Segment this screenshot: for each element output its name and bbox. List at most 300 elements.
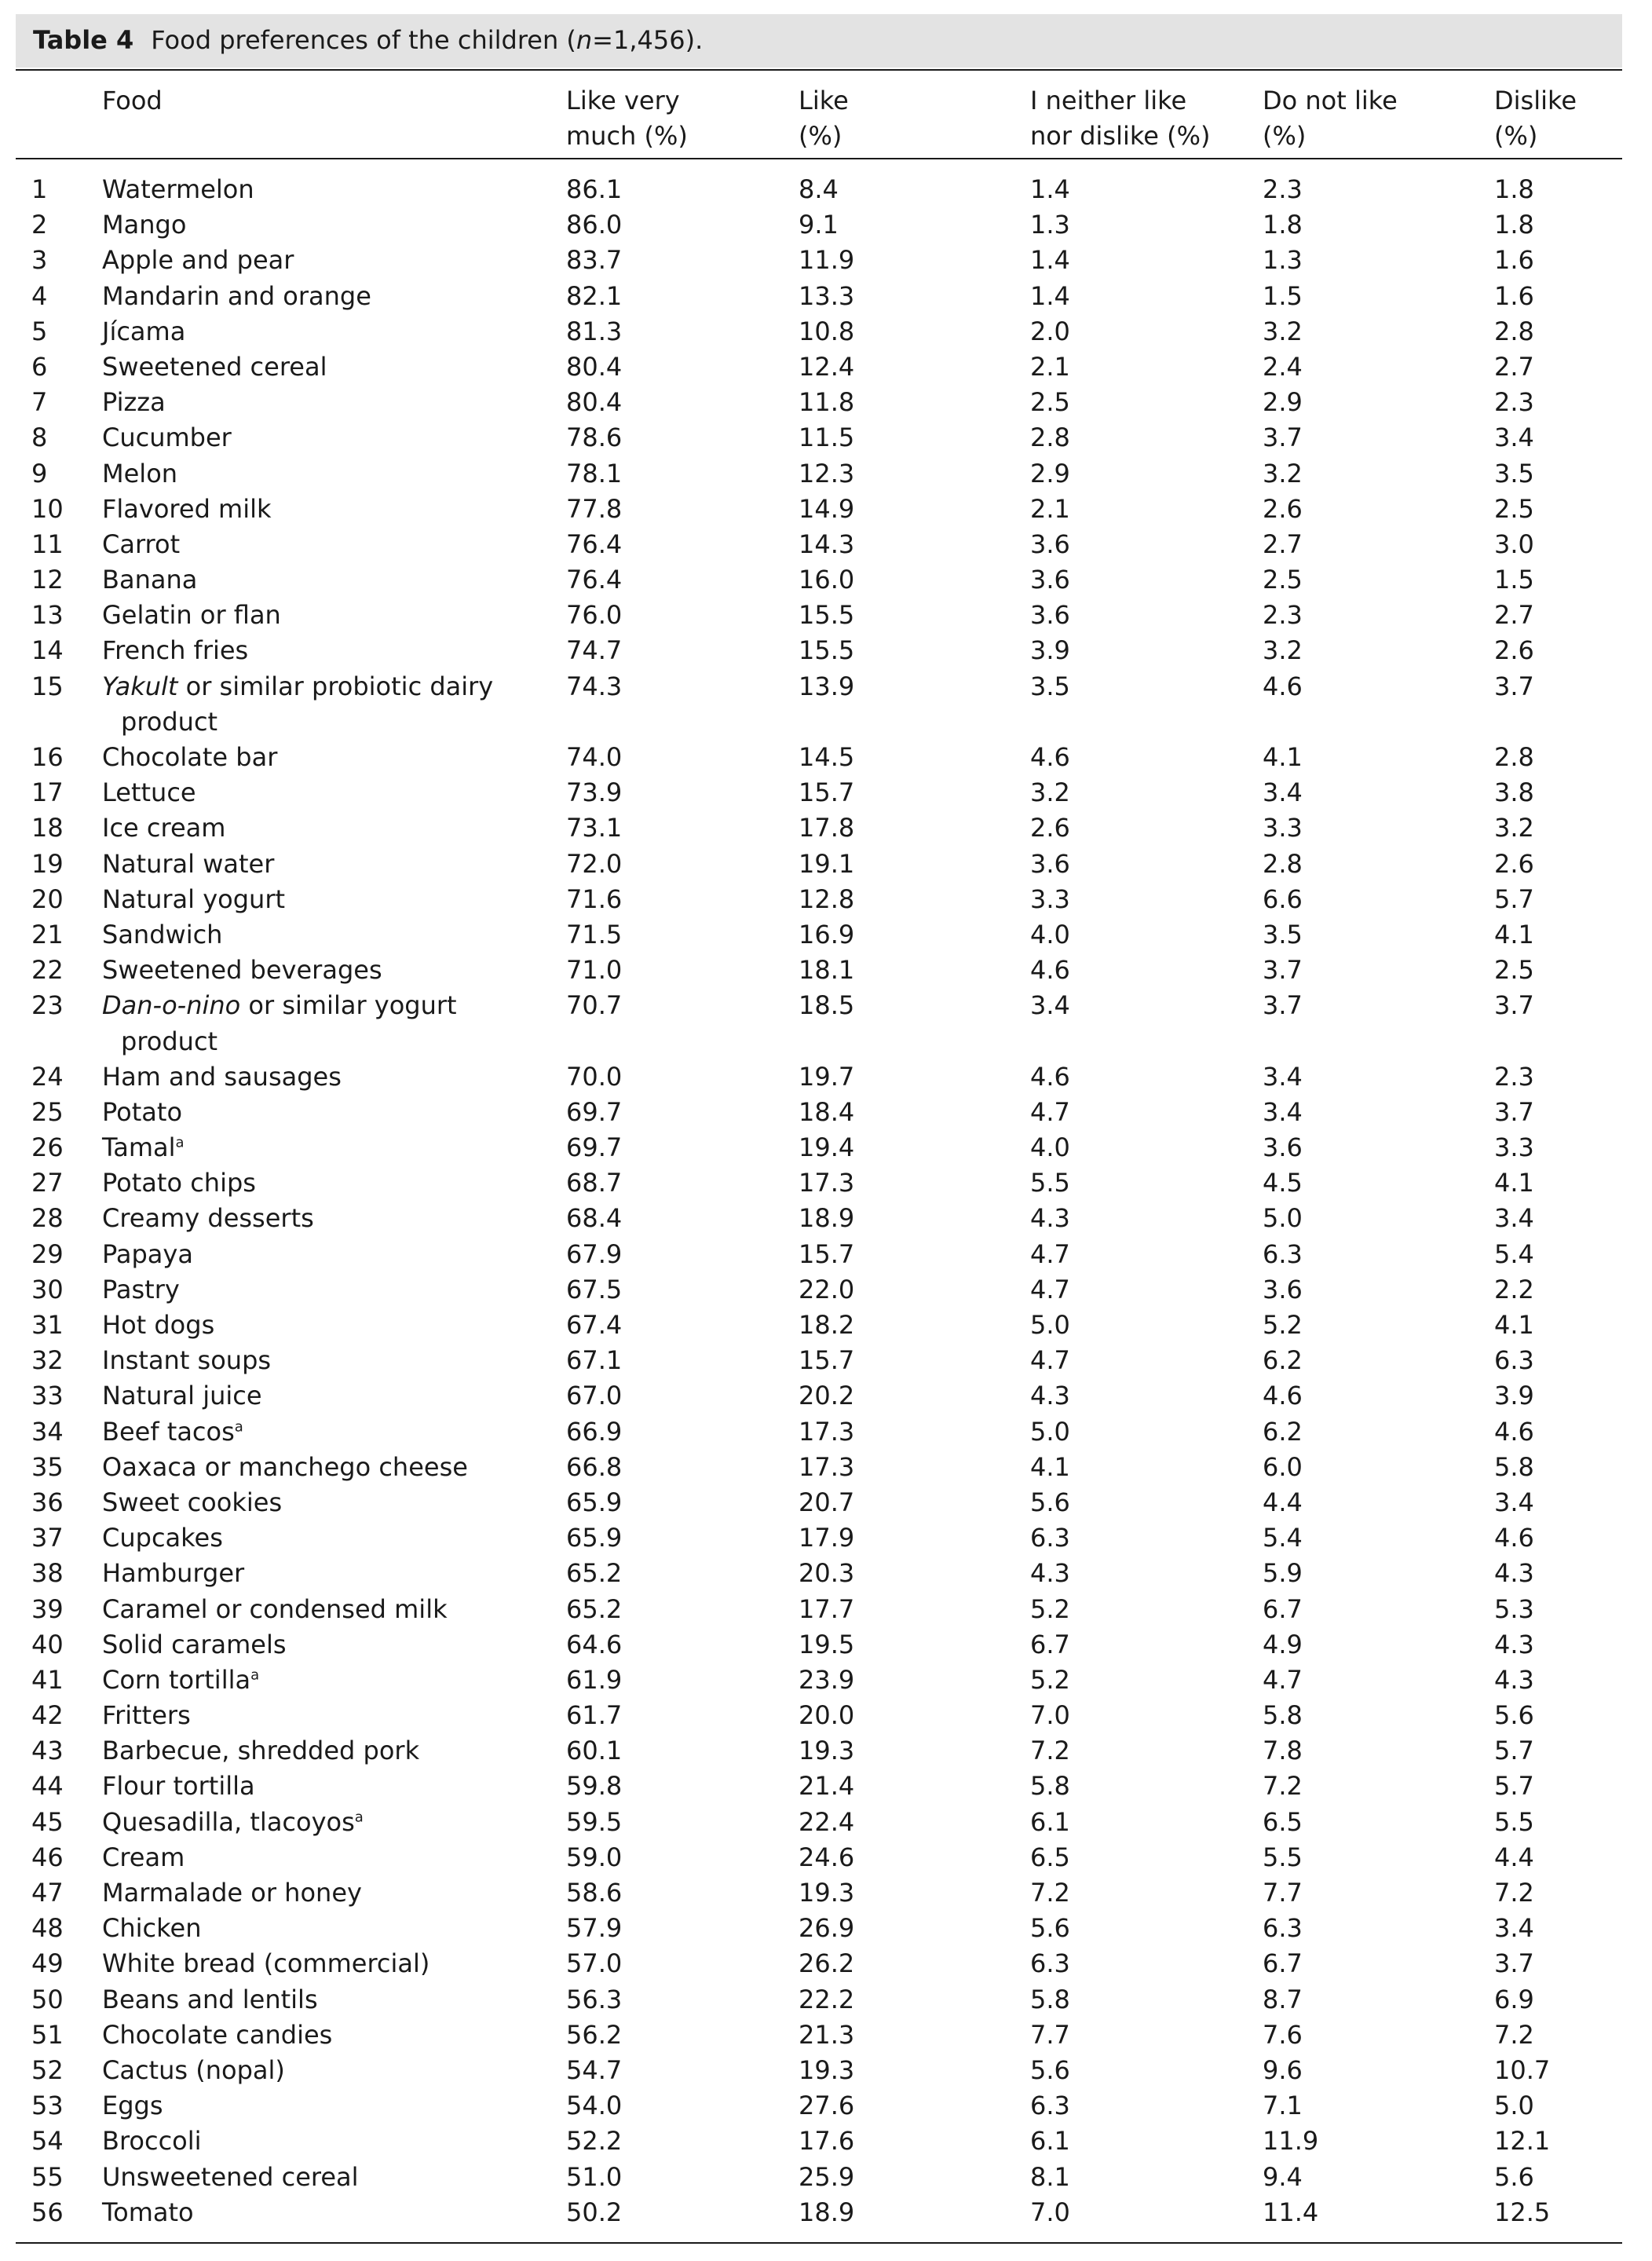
row-number: 4 [31,280,48,311]
row-number: 47 [31,1878,64,1908]
dislike-value: 2.2 [1494,1274,1534,1304]
food-name: Sweetened beverages [102,955,382,986]
food-name: Beef tacos$^a$ [102,1416,243,1447]
row-number: 40 [31,1629,64,1659]
dislike-value: 5.8 [1494,1451,1534,1482]
table-row [0,1237,1652,1272]
neither-value: 3.9 [1030,635,1070,666]
like-value: 12.3 [799,458,855,488]
dislike-value: 1.5 [1494,565,1534,595]
do-not-like-value: 3.2 [1263,635,1303,666]
row-number: 35 [31,1451,64,1482]
row-number: 15 [31,671,64,701]
like-value: 19.4 [799,1132,855,1163]
neither-value: 6.1 [1030,2126,1070,2157]
do-not-like-value: 2.8 [1263,848,1303,879]
dislike-value: 4.3 [1494,1664,1534,1695]
row-number: 22 [31,955,64,986]
do-not-like-value: 6.2 [1263,1345,1303,1376]
do-not-like-value: 3.3 [1263,813,1303,843]
neither-value: 6.3 [1030,1948,1070,1979]
row-number: 12 [31,565,64,595]
like-very-much-value: 57.9 [566,1913,623,1944]
do-not-like-value: 1.3 [1263,245,1303,276]
row-number: 38 [31,1558,64,1589]
dislike-value: 4.3 [1494,1558,1534,1589]
table-row [0,349,1652,385]
like-value: 17.8 [799,813,855,843]
neither-value: 4.3 [1030,1558,1070,1589]
like-very-much-value: 69.7 [566,1096,623,1127]
row-number: 25 [31,1096,64,1127]
like-value: 20.2 [799,1381,855,1411]
like-value: 11.5 [799,423,855,453]
row-number: 24 [31,1061,64,1092]
header-rule [16,158,1622,159]
table-row [0,527,1652,562]
do-not-like-value: 6.2 [1263,1416,1303,1447]
do-not-like-value: 2.3 [1263,600,1303,631]
like-value: 19.3 [799,1736,855,1766]
like-value: 21.4 [799,1771,855,1802]
like-value: 10.8 [799,316,855,346]
table-row [0,2124,1652,2159]
row-number: 36 [31,1487,64,1517]
dislike-value: 5.7 [1494,1736,1534,1766]
table-row [0,1165,1652,1201]
like-value: 15.7 [799,1345,855,1376]
do-not-like-value: 5.5 [1263,1842,1303,1872]
do-not-like-value: 2.3 [1263,174,1303,204]
table-row [0,740,1652,775]
food-name: Melon [102,458,178,488]
food-name: Eggs [102,2091,163,2121]
table-row [0,385,1652,420]
food-name: Cupcakes [102,1523,223,1553]
food-name: Sweet cookies [102,1487,283,1517]
dislike-value: 3.7 [1494,1096,1534,1127]
footnote-marker: a [175,1134,185,1151]
footnote-marker: a [250,1666,260,1684]
table-row [0,1592,1652,1627]
dislike-value: 3.0 [1494,529,1534,559]
like-value: 19.5 [799,1629,855,1659]
table-row [0,2195,1652,2230]
like-very-much-value: 57.0 [566,1948,623,1979]
neither-value: 4.0 [1030,1132,1070,1163]
table-row [0,314,1652,349]
table-row [0,1911,1652,1946]
table-row [0,2018,1652,2053]
do-not-like-value: 7.7 [1263,1878,1303,1908]
row-number: 21 [31,919,64,949]
do-not-like-value: 8.7 [1263,1984,1303,2014]
caption-text-post: =1,456). [592,25,704,55]
food-name: Chocolate bar [102,742,278,773]
like-value: 16.9 [799,919,855,949]
row-number: 49 [31,1948,64,1979]
table-row [0,1343,1652,1378]
row-number: 17 [31,777,64,808]
top-rule [16,69,1622,71]
like-very-much-value: 67.9 [566,1238,623,1269]
do-not-like-value: 6.5 [1263,1806,1303,1837]
food-name: Broccoli [102,2126,202,2157]
row-number: 7 [31,387,48,418]
neither-value: 2.6 [1030,813,1070,843]
like-value: 21.3 [799,2019,855,2050]
like-value: 14.3 [799,529,855,559]
dislike-value: 2.5 [1494,955,1534,986]
like-value: 22.2 [799,1984,855,2014]
table-row [0,1627,1652,1663]
do-not-like-value: 4.5 [1263,1168,1303,1198]
dislike-value: 7.2 [1494,1878,1534,1908]
table-row [0,1946,1652,1981]
row-number: 33 [31,1381,64,1411]
do-not-like-value: 3.5 [1263,919,1303,949]
table-row [0,917,1652,953]
dislike-value: 3.9 [1494,1381,1534,1411]
dislike-value: 3.4 [1494,423,1534,453]
food-name: Watermelon [102,174,254,204]
do-not-like-value: 5.4 [1263,1523,1303,1553]
like-value: 13.3 [799,280,855,311]
row-number: 26 [31,1132,64,1163]
dislike-value: 5.7 [1494,1771,1534,1802]
table-row [0,847,1652,882]
neither-value: 5.6 [1030,2054,1070,2085]
do-not-like-value: 7.2 [1263,1771,1303,1802]
table-row [0,1733,1652,1769]
like-value: 26.2 [799,1948,855,1979]
row-number: 39 [31,1593,64,1624]
row-number: 23 [31,990,64,1021]
neither-value: 1.4 [1030,174,1070,204]
table-row [0,1875,1652,1911]
food-name: Flour tortilla [102,1771,255,1802]
food-name: Barbecue, shredded pork [102,1736,420,1766]
dislike-value: 3.4 [1494,1913,1534,1944]
like-value: 20.0 [799,1700,855,1731]
neither-value: 8.1 [1030,2161,1070,2192]
do-not-like-value: 2.9 [1263,387,1303,418]
do-not-like-value: 3.2 [1263,316,1303,346]
dislike-value: 10.7 [1494,2054,1551,2085]
header-food: Food [102,86,163,115]
food-name: Gelatin or flan [102,600,281,631]
like-value: 17.3 [799,1416,855,1447]
do-not-like-value: 6.0 [1263,1451,1303,1482]
row-number: 56 [31,2197,64,2227]
row-number: 51 [31,2019,64,2050]
table-row [0,2088,1652,2124]
like-value: 9.1 [799,210,839,240]
like-very-much-value: 81.3 [566,316,623,346]
like-value: 15.5 [799,635,855,666]
like-value: 11.9 [799,245,855,276]
food-name: Natural yogurt [102,884,286,914]
dislike-value: 5.6 [1494,2161,1534,2192]
food-name: Banana [102,565,198,595]
row-number: 52 [31,2054,64,2085]
neither-value: 4.6 [1030,742,1070,773]
neither-value: 5.2 [1030,1593,1070,1624]
do-not-like-value: 9.4 [1263,2161,1303,2192]
neither-value: 5.5 [1030,1168,1070,1198]
food-name: Apple and pear [102,245,294,276]
food-name: Flavored milk [102,493,272,524]
dislike-value: 3.5 [1494,458,1534,488]
like-very-much-value: 72.0 [566,848,623,879]
do-not-like-value: 5.2 [1263,1310,1303,1341]
row-number: 3 [31,245,48,276]
row-number: 34 [31,1416,64,1447]
dislike-value: 1.6 [1494,280,1534,311]
row-number: 30 [31,1274,64,1304]
like-value: 18.9 [799,2197,855,2227]
table-row [0,1130,1652,1165]
row-number: 11 [31,529,64,559]
row-number: 10 [31,493,64,524]
like-very-much-value: 76.0 [566,600,623,631]
like-value: 18.2 [799,1310,855,1341]
row-number: 16 [31,742,64,773]
row-number: 6 [31,351,48,382]
table-row [0,1982,1652,2018]
table-row [0,1769,1652,1804]
dislike-value: 5.7 [1494,884,1534,914]
table-row [0,279,1652,314]
do-not-like-value: 6.7 [1263,1593,1303,1624]
table-row [0,1485,1652,1520]
table-row [0,1805,1652,1840]
like-very-much-value: 52.2 [566,2126,623,2157]
neither-value: 1.4 [1030,245,1070,276]
dislike-value: 6.9 [1494,1984,1534,2014]
dislike-value: 5.3 [1494,1593,1534,1624]
caption-bar [16,14,1622,68]
dislike-value: 5.6 [1494,1700,1534,1731]
table-row [0,1450,1652,1485]
like-very-much-value: 66.8 [566,1451,623,1482]
table-row [0,2160,1652,2195]
like-very-much-value: 56.2 [566,2019,623,2050]
row-number: 41 [31,1664,64,1695]
dislike-value: 5.0 [1494,2091,1534,2121]
dislike-value: 2.8 [1494,316,1534,346]
neither-value: 6.3 [1030,2091,1070,2121]
food-name: Creamy desserts [102,1203,314,1234]
do-not-like-value: 2.6 [1263,493,1303,524]
do-not-like-value: 4.1 [1263,742,1303,773]
footnote-marker: a [354,1809,364,1825]
like-value: 14.9 [799,493,855,524]
like-value: 23.9 [799,1664,855,1695]
like-value: 18.5 [799,990,855,1021]
like-very-much-value: 78.1 [566,458,623,488]
do-not-like-value: 6.7 [1263,1948,1303,1979]
do-not-like-value: 2.5 [1263,565,1303,595]
row-number: 31 [31,1310,64,1341]
do-not-like-value: 3.4 [1263,777,1303,808]
like-very-much-value: 76.4 [566,565,623,595]
neither-value: 5.0 [1030,1416,1070,1447]
food-name: Yakult or similar probiotic dairy product [102,671,494,737]
row-number: 48 [31,1913,64,1944]
dislike-value: 5.4 [1494,1238,1534,1269]
neither-value: 6.3 [1030,1523,1070,1553]
food-name: Tamal$^a$ [102,1132,185,1163]
table-row [0,882,1652,917]
table-row [0,633,1652,668]
like-very-much-value: 59.8 [566,1771,623,1802]
dislike-value: 3.7 [1494,671,1534,701]
dislike-value: 2.7 [1494,351,1534,382]
like-value: 15.5 [799,600,855,631]
neither-value: 4.1 [1030,1451,1070,1482]
food-name: Pastry [102,1274,180,1304]
table-row [0,1520,1652,1556]
dislike-value: 5.5 [1494,1806,1534,1837]
table-row [0,172,1652,207]
food-name: Hamburger [102,1558,245,1589]
food-name: Oaxaca or manchego cheese [102,1451,468,1482]
like-value: 17.9 [799,1523,855,1553]
neither-value: 4.6 [1030,1061,1070,1092]
food-name: Natural juice [102,1381,262,1411]
dislike-value: 12.1 [1494,2126,1551,2157]
like-value: 13.9 [799,671,855,701]
like-value: 19.1 [799,848,855,879]
neither-value: 3.6 [1030,565,1070,595]
row-number: 8 [31,423,48,453]
like-very-much-value: 65.2 [566,1593,623,1624]
neither-value: 7.2 [1030,1878,1070,1908]
row-number: 20 [31,884,64,914]
neither-value: 3.2 [1030,777,1070,808]
neither-value: 4.7 [1030,1345,1070,1376]
dislike-value: 2.6 [1494,635,1534,666]
neither-value: 6.1 [1030,1806,1070,1837]
caption-text-pre: Food preferences of the children ( [151,25,576,55]
food-name: French fries [102,635,249,666]
row-number: 54 [31,2126,64,2157]
footnote-marker: a [234,1418,243,1435]
like-value: 12.8 [799,884,855,914]
like-very-much-value: 74.7 [566,635,623,666]
like-very-much-value: 76.4 [566,529,623,559]
neither-value: 2.0 [1030,316,1070,346]
table-row [0,207,1652,243]
dislike-value: 3.4 [1494,1203,1534,1234]
like-very-much-value: 56.3 [566,1984,623,2014]
table-row [0,775,1652,810]
neither-value: 4.7 [1030,1096,1070,1127]
like-very-much-value: 80.4 [566,351,623,382]
like-very-much-value: 59.5 [566,1806,623,1837]
neither-value: 7.0 [1030,1700,1070,1731]
food-name: Sandwich [102,919,223,949]
dislike-value: 1.8 [1494,210,1534,240]
do-not-like-value: 6.6 [1263,884,1303,914]
do-not-like-value: 5.0 [1263,1203,1303,1234]
table-row [0,810,1652,846]
do-not-like-value: 7.8 [1263,1736,1303,1766]
food-name: Caramel or condensed milk [102,1593,448,1624]
food-name: Corn tortilla$^a$ [102,1664,260,1695]
table-row [0,598,1652,633]
do-not-like-value: 6.3 [1263,1913,1303,1944]
food-name: Fritters [102,1700,191,1731]
dislike-value: 2.5 [1494,493,1534,524]
dislike-value: 4.6 [1494,1523,1534,1553]
row-number: 29 [31,1238,64,1269]
neither-value: 2.1 [1030,493,1070,524]
do-not-like-value: 3.2 [1263,458,1303,488]
food-name: Papaya [102,1238,193,1269]
row-number: 18 [31,813,64,843]
food-name: Dan-o-nino or similar yogurt product [102,990,457,1056]
dislike-value: 12.5 [1494,2197,1551,2227]
row-number: 19 [31,848,64,879]
dislike-value: 4.3 [1494,1629,1534,1659]
like-very-much-value: 50.2 [566,2197,623,2227]
food-name: Lettuce [102,777,196,808]
neither-value: 2.1 [1030,351,1070,382]
like-value: 18.4 [799,1096,855,1127]
neither-value: 1.4 [1030,280,1070,311]
like-very-much-value: 83.7 [566,245,623,276]
table-row [0,988,1652,1059]
like-value: 17.7 [799,1593,855,1624]
dislike-value: 4.4 [1494,1842,1534,1872]
food-name: Cucumber [102,423,232,453]
do-not-like-value: 6.3 [1263,1238,1303,1269]
food-name: Potato chips [102,1168,256,1198]
like-very-much-value: 71.6 [566,884,623,914]
like-value: 19.3 [799,1878,855,1908]
food-name: Marmalade or honey [102,1878,362,1908]
like-very-much-value: 67.0 [566,1381,623,1411]
like-very-much-value: 78.6 [566,423,623,453]
row-number: 55 [31,2161,64,2192]
table-row [0,2053,1652,2088]
row-number: 27 [31,1168,64,1198]
like-value: 24.6 [799,1842,855,1872]
food-name: Potato [102,1096,183,1127]
dislike-value: 7.2 [1494,2019,1534,2050]
caption-n: n [576,25,593,55]
do-not-like-value: 4.6 [1263,671,1303,701]
like-very-much-value: 68.4 [566,1203,623,1234]
food-name: Hot dogs [102,1310,215,1341]
like-value: 20.7 [799,1487,855,1517]
table-row [0,492,1652,527]
like-value: 27.6 [799,2091,855,2121]
dislike-value: 2.6 [1494,848,1534,879]
table-label: Table 4 [33,25,134,55]
do-not-like-value: 3.7 [1263,990,1303,1021]
row-number: 28 [31,1203,64,1234]
row-number: 13 [31,600,64,631]
like-very-much-value: 68.7 [566,1168,623,1198]
do-not-like-value: 3.7 [1263,955,1303,986]
dislike-value: 3.2 [1494,813,1534,843]
like-very-much-value: 58.6 [566,1878,623,1908]
neither-value: 4.7 [1030,1238,1070,1269]
neither-value: 2.5 [1030,387,1070,418]
